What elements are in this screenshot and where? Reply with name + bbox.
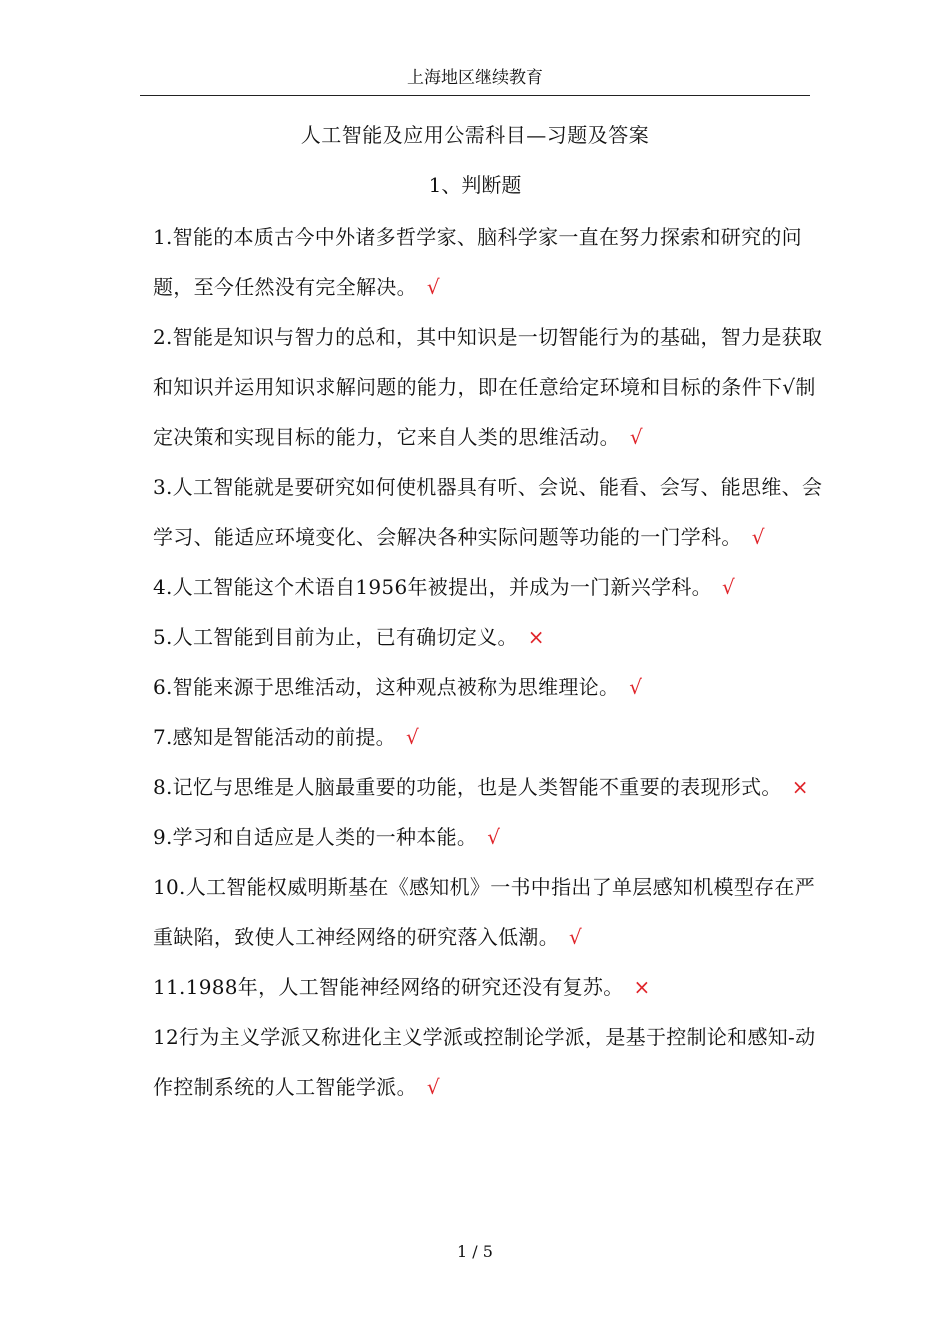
question-item: [153, 862, 825, 962]
question-text: 2.智能是知识与智力的总和，其中知识是一切智能行为的基础，智力是获取和知识并运用知识求解问题的能力，即在任意给定环境和目标的条件下√制定决策和实现目标的能力，它来自人类的思维活动。: [153, 325, 823, 449]
question-text: 1.智能的本质古今中外诸多哲学家、脑科学家一直在努力探索和研究的问题，至今任然没有完全解决。: [153, 225, 802, 299]
question-item: [153, 212, 825, 312]
question-text: 7.感知是智能活动的前提。: [153, 725, 396, 749]
correct-mark-icon: √: [629, 675, 643, 699]
question-item: [153, 762, 825, 812]
question-item: [153, 712, 825, 762]
question-item: [153, 462, 825, 562]
question-item: [153, 562, 825, 612]
wrong-mark-icon: ×: [633, 975, 651, 999]
correct-mark-icon: √: [426, 1075, 440, 1099]
question-item: [153, 1012, 825, 1112]
section-title: 1、判断题: [428, 173, 522, 197]
question-item: [153, 312, 825, 462]
question-list: [153, 212, 825, 1112]
question-item: [153, 962, 825, 1012]
correct-mark-icon: √: [751, 525, 765, 549]
question-text: 11.1988年，人工智能神经网络的研究还没有复苏。: [153, 975, 624, 999]
correct-mark-icon: √: [569, 925, 583, 949]
page-header: 上海地区继续教育: [407, 68, 543, 88]
question-text: 12行为主义学派又称进化主义学派或控制论学派，是基于控制论和感知-动作控制系统的人工智能学派。: [153, 1025, 816, 1099]
header-divider: [140, 95, 810, 96]
correct-mark-icon: √: [721, 575, 736, 599]
question-item: [153, 812, 825, 862]
correct-mark-icon: √: [487, 825, 501, 849]
correct-mark-icon: √: [629, 425, 643, 449]
question-text: 6.智能来源于思维活动，这种观点被称为思维理论。: [153, 675, 620, 699]
correct-mark-icon: √: [405, 725, 420, 749]
document-title: 人工智能及应用公需科目—习题及答案: [300, 123, 650, 147]
question-text: 5.人工智能到目前为止，已有确切定义。: [153, 625, 518, 649]
question-item: [153, 612, 825, 662]
question-item: [153, 662, 825, 712]
question-text: 10.人工智能权威明斯基在《感知机》一书中指出了单层感知机模型存在严重缺陷，致使人工神经网络的研究落入低潮。: [153, 875, 816, 949]
correct-mark-icon: √: [426, 275, 440, 299]
question-text: 4.人工智能这个术语自1956年被提出，并成为一门新兴学科。: [153, 575, 712, 599]
question-text: 9.学习和自适应是人类的一种本能。: [153, 825, 478, 849]
wrong-mark-icon: ×: [527, 625, 545, 649]
wrong-mark-icon: ×: [791, 775, 809, 799]
question-text: 3.人工智能就是要研究如何使机器具有听、会说、能看、会写、能思维、会学习、能适应环境变化、会解决各种实际问题等功能的一门学科。: [153, 475, 823, 549]
question-text: 8.记忆与思维是人脑最重要的功能，也是人类智能不重要的表现形式。: [153, 775, 782, 799]
page-number: 1 / 5: [457, 1242, 493, 1261]
